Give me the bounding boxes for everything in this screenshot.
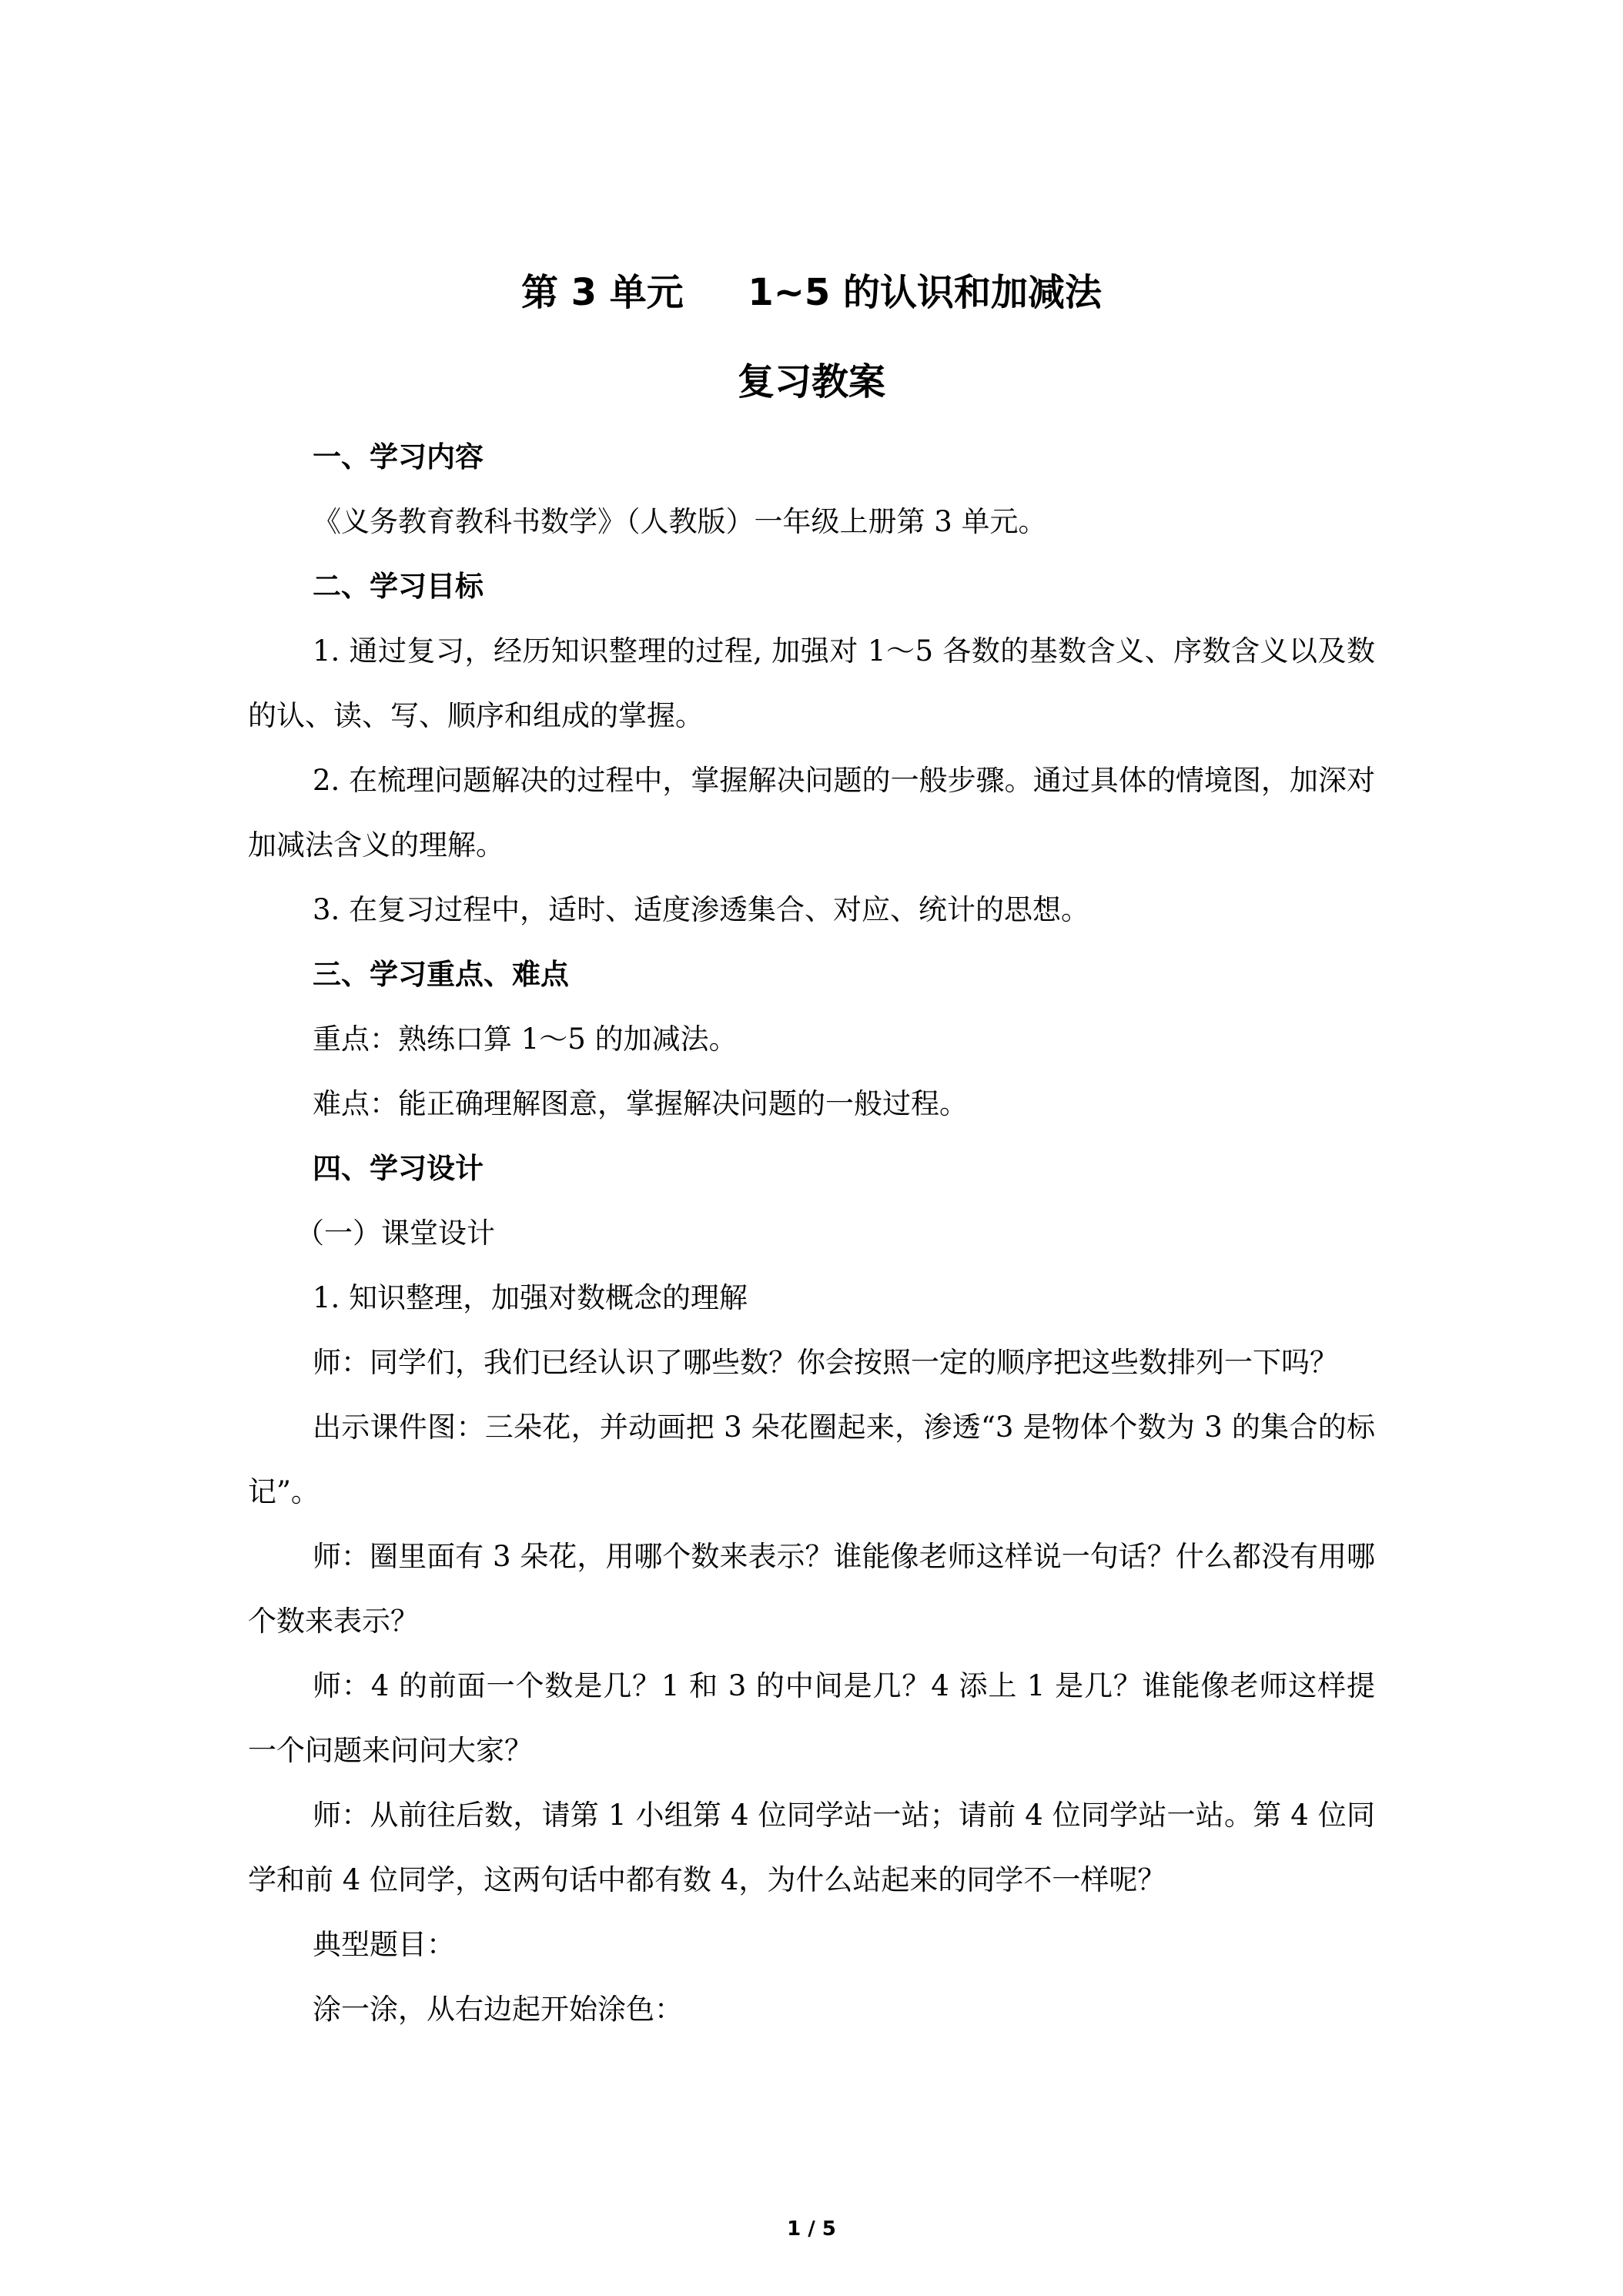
section-text-content: 《义务教育教科书数学》（人教版）一年级上册第 3 单元。 xyxy=(313,505,1047,538)
paragraph-5: 师：从前往后数，请第 1 小组第 4 位同学站一站；请前 4 位同学站一站。第 4 位同学和前 4 位同学，这两句话中都有数 4，为什么站起来的同学不一样呢？ xyxy=(248,1799,1375,1896)
paragraph-7: 涂一涂，从右边起开始涂色： xyxy=(313,1993,683,2026)
document-body xyxy=(248,425,1375,2042)
section-heading-goals: 二、学习目标 xyxy=(313,570,484,603)
paragraph-1: 师：同学们，我们已经认识了哪些数？你会按照一定的顺序把这些数排列一下吗？ xyxy=(313,1346,1338,1379)
document-title: 第 3 单元 1~5 的认识和加减法 xyxy=(520,271,1103,314)
goal-item-2: 2. 在梳理问题解决的过程中，掌握解决问题的一般步骤。通过具体的情境图，加深对加减法含义的理解。 xyxy=(248,764,1375,862)
paragraph-3: 师：圈里面有 3 朵花，用哪个数来表示？谁能像老师这样说一句话？什么都没有用哪个数来表示？ xyxy=(248,1540,1375,1638)
section-heading-design: 四、学习设计 xyxy=(313,1152,484,1185)
paragraph-6: 典型题目： xyxy=(313,1928,455,1961)
section-heading-key-points: 三、学习重点、难点 xyxy=(313,958,569,991)
goal-item-3: 3. 在复习过程中，适时、适度渗透集合、对应、统计的思想。 xyxy=(313,893,1090,926)
document-subtitle: 复习教案 xyxy=(737,360,885,403)
paragraph-2: 出示课件图：三朵花，并动画把 3 朵花圈起来，渗透“3 是物体个数为 3 的集合的标记”。 xyxy=(248,1411,1375,1508)
goal-item-1: 1. 通过复习，经历知识整理的过程, 加强对 1～5 各数的基数含义、序数含义以及数的认、读、写、顺序和组成的掌握。 xyxy=(248,634,1375,732)
page-number: 1 / 5 xyxy=(787,2217,836,2241)
paragraph-4: 师：4 的前面一个数是几？1 和 3 的中间是几？4 添上 1 是几？谁能像老师这样提一个问题来问问大家？ xyxy=(248,1669,1375,1767)
design-item-1: 1. 知识整理，加强对数概念的理解 xyxy=(313,1281,748,1314)
subsection-class-design: （一）课堂设计 xyxy=(296,1217,495,1250)
section-heading-content: 一、学习内容 xyxy=(313,440,484,474)
difficult-point: 难点：能正确理解图意，掌握解决问题的一般过程。 xyxy=(313,1087,968,1120)
key-point: 重点：熟练口算 1～5 的加减法。 xyxy=(313,1022,738,1056)
